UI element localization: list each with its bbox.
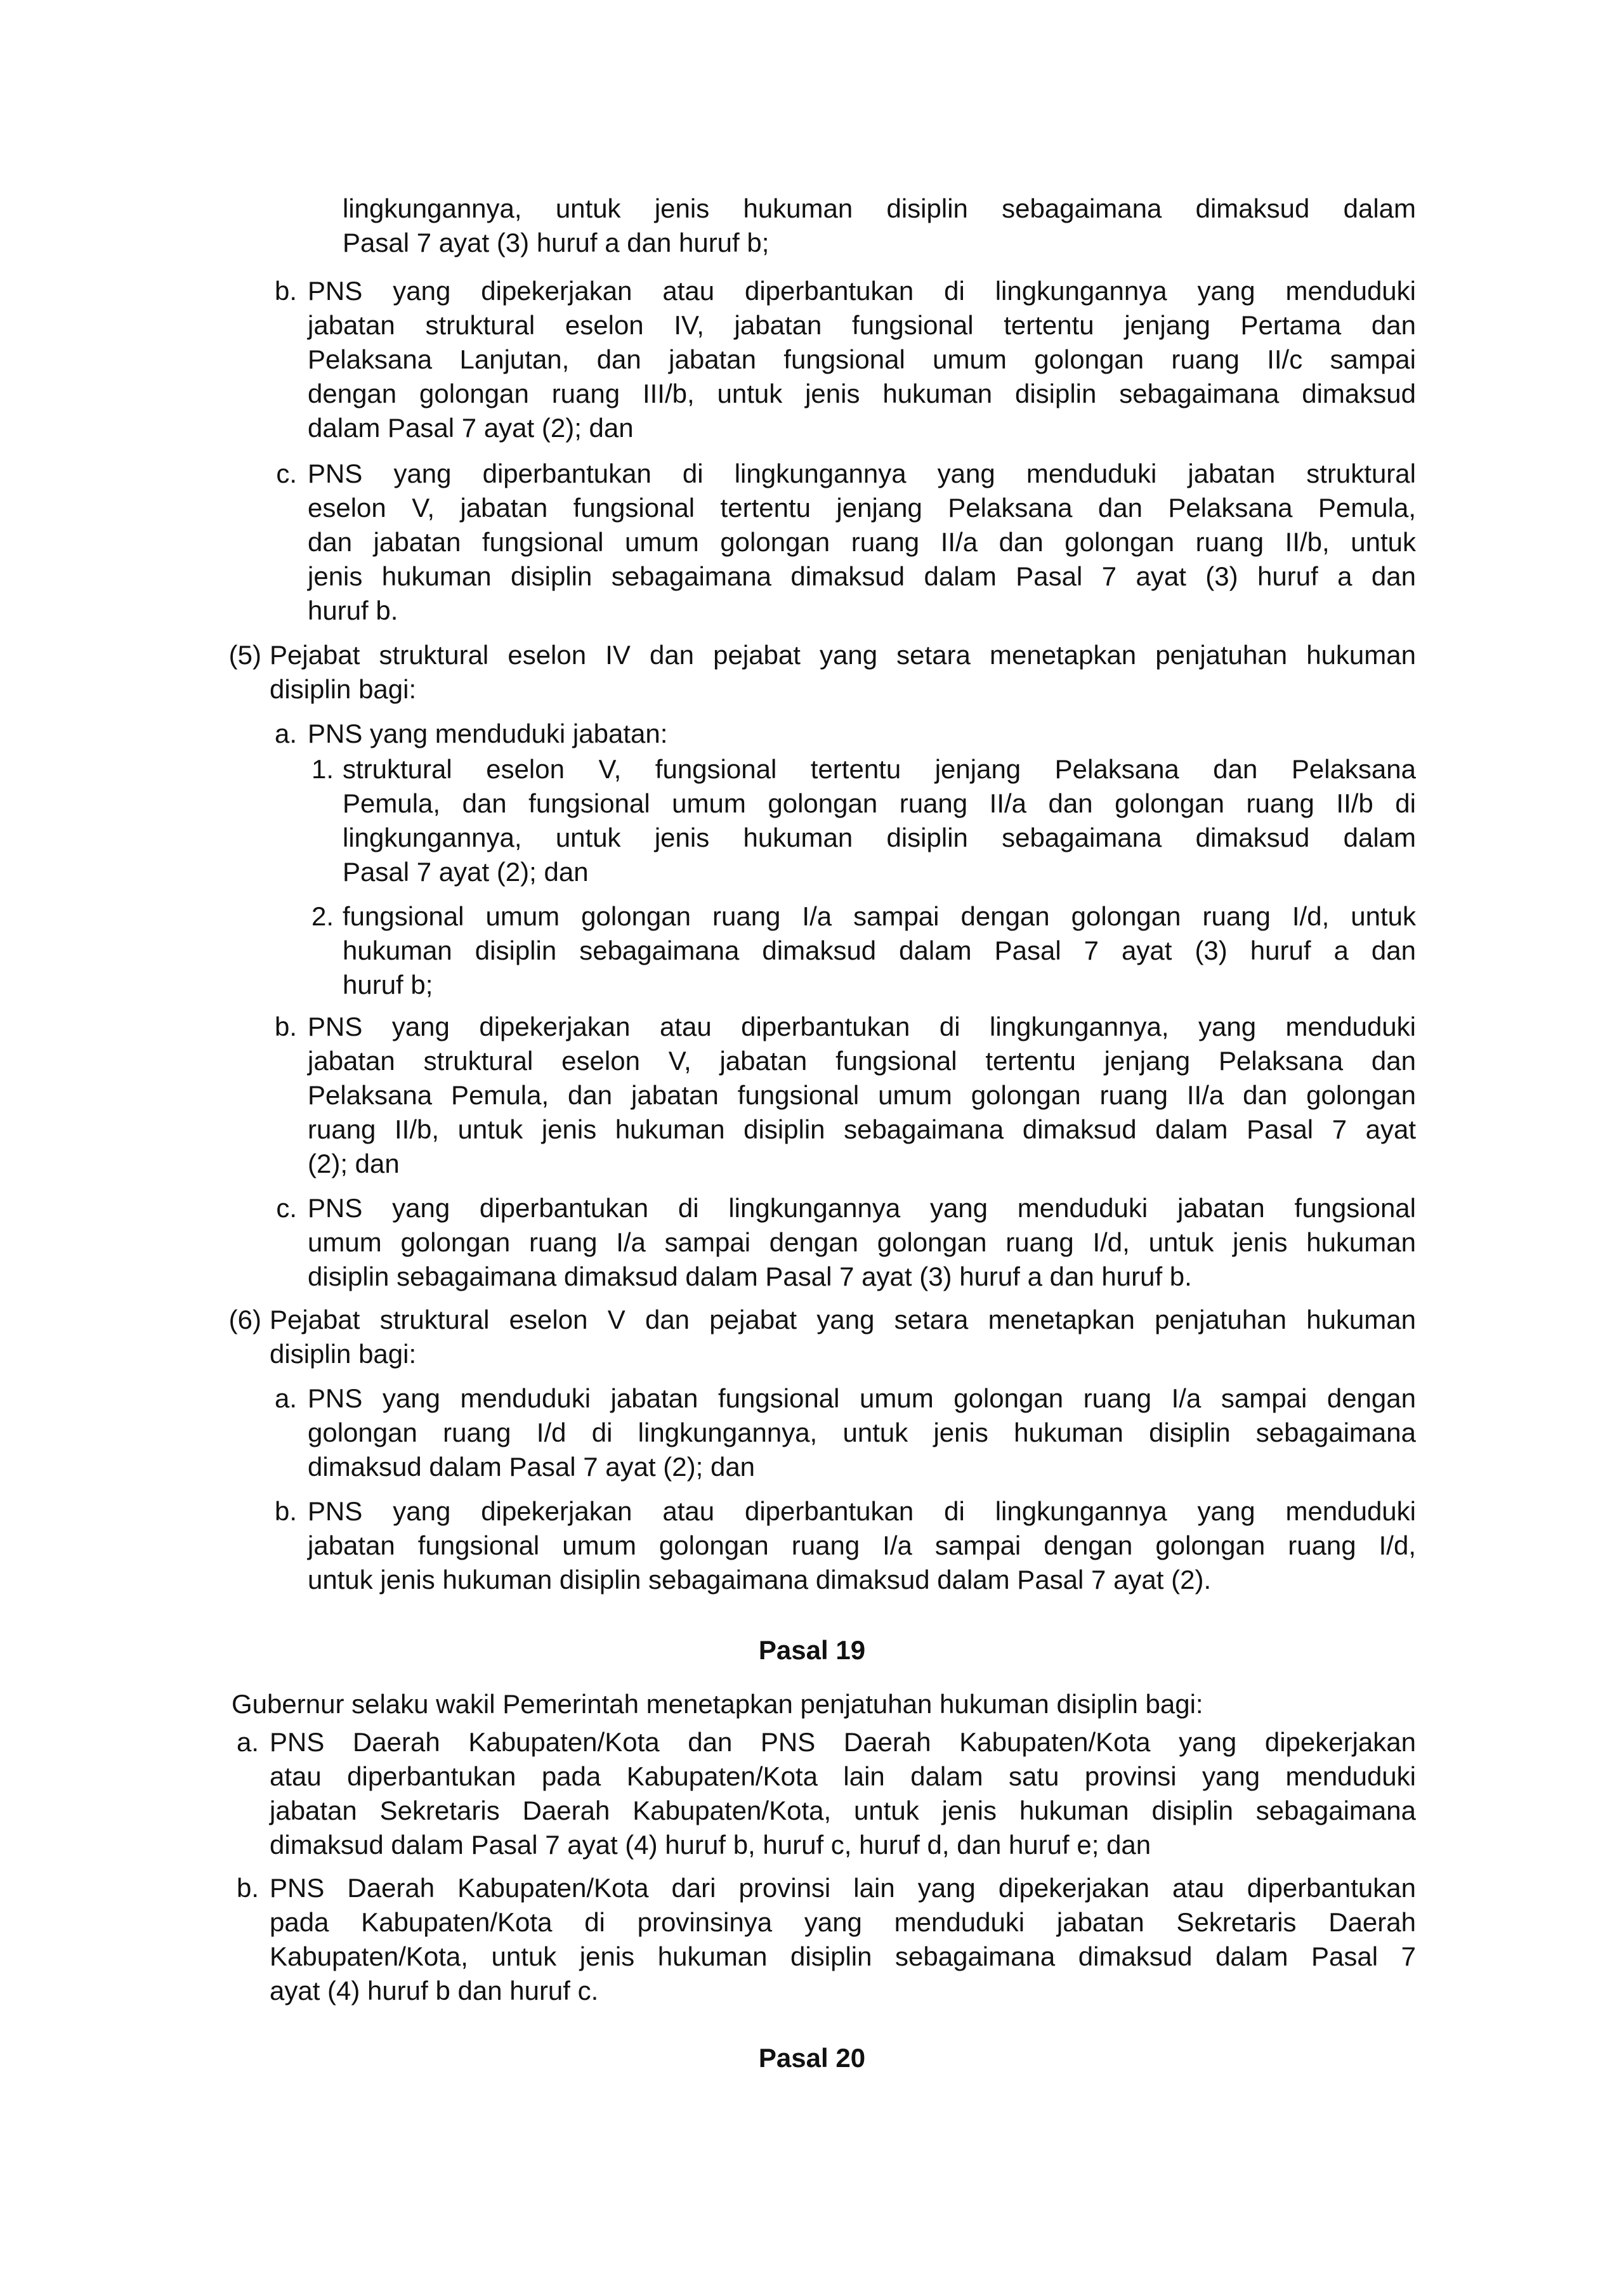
- text-line: huruf b;: [343, 970, 433, 1000]
- item-label: b.: [274, 1496, 297, 1526]
- item-text: [308, 1381, 1416, 1484]
- item-label: c.: [276, 1193, 297, 1223]
- text-line: atau diperbantukan pada Kabupaten/Kota lain dalam satu provinsi yang menduduki: [270, 1761, 1416, 1791]
- text-line: umum golongan ruang I/a sampai dengan golongan ruang I/d, untuk jenis hukuman: [308, 1227, 1416, 1257]
- item-label: b.: [236, 1873, 259, 1903]
- item-text: [270, 638, 1416, 707]
- text-line: dan jabatan fungsional umum golongan ruang II/a dan golongan ruang II/b, untuk: [308, 527, 1416, 557]
- item-label: b.: [274, 276, 297, 306]
- text-line: Pelaksana Lanjutan, dan jabatan fungsional umum golongan ruang II/c sampai: [308, 344, 1416, 374]
- item-label: b.: [274, 1012, 297, 1041]
- text-line: dengan golongan ruang III/b, untuk jenis hukuman disiplin sebagaimana dimaksud: [308, 379, 1416, 408]
- text-line: untuk jenis hukuman disiplin sebagaimana dimaksud dalam Pasal 7 ayat (2).: [308, 1565, 1212, 1595]
- text-line: disiplin bagi:: [270, 674, 417, 704]
- continuation-paragraph: [343, 192, 1416, 260]
- text-line: jabatan struktural eselon V, jabatan fungsional tertentu jenjang Pelaksana dan: [308, 1046, 1416, 1076]
- item-text: [308, 457, 1416, 628]
- item-text: [343, 752, 1416, 889]
- text-line: jabatan fungsional umum golongan ruang I/a sampai dengan golongan ruang I/d,: [308, 1530, 1416, 1560]
- text-line: jabatan Sekretaris Daerah Kabupaten/Kota, untuk jenis hukuman disiplin sebagaimana: [270, 1796, 1416, 1825]
- text-line: PNS yang diperbantukan di lingkungannya yang menduduki jabatan struktural: [308, 459, 1416, 488]
- text-line: disiplin bagi:: [270, 1339, 417, 1369]
- text-line: lingkungannya, untuk jenis hukuman disiplin sebagaimana dimaksud dalam: [343, 193, 1416, 223]
- text-line: PNS yang menduduki jabatan fungsional umum golongan ruang I/a sampai dengan: [308, 1383, 1416, 1413]
- item-label: (5): [228, 640, 261, 670]
- item-label: a.: [236, 1727, 259, 1757]
- item-label: a.: [274, 1383, 297, 1413]
- text-line: huruf b.: [308, 596, 398, 625]
- text-line: Pasal 7 ayat (2); dan: [343, 857, 589, 887]
- text-line: PNS yang dipekerjakan atau diperbantukan di lingkungannya yang menduduki: [308, 276, 1416, 306]
- section-heading-pasal-19: Pasal 19: [758, 1635, 866, 1665]
- item-text: [270, 1303, 1416, 1371]
- item-text: [308, 1494, 1416, 1597]
- item-text: [308, 717, 1416, 751]
- text-line: Kabupaten/Kota, untuk jenis hukuman disiplin sebagaimana dimaksud dalam Pasal 7: [270, 1941, 1416, 1971]
- text-line: Pemula, dan fungsional umum golongan ruang II/a dan golongan ruang II/b di: [343, 788, 1416, 818]
- item-text: [308, 274, 1416, 445]
- text-line: Pelaksana Pemula, dan jabatan fungsional umum golongan ruang II/a dan golongan: [308, 1080, 1416, 1110]
- text-line: struktural eselon V, fungsional tertentu jenjang Pelaksana dan Pelaksana: [343, 754, 1416, 784]
- item-label: 1.: [311, 754, 334, 784]
- text-line: Pejabat struktural eselon IV dan pejabat yang setara menetapkan penjatuhan hukuman: [270, 640, 1416, 670]
- item-label: 2.: [311, 901, 334, 931]
- item-text: [343, 899, 1416, 1002]
- item-label: c.: [276, 459, 297, 488]
- text-line: jabatan struktural eselon IV, jabatan fungsional tertentu jenjang Pertama dan: [308, 310, 1416, 340]
- text-line: Pasal 7 ayat (3) huruf a dan huruf b;: [343, 228, 769, 258]
- item-label: a.: [274, 719, 297, 748]
- item-text: [308, 1191, 1416, 1294]
- text-line: pada Kabupaten/Kota di provinsinya yang menduduki jabatan Sekretaris Daerah: [270, 1907, 1416, 1937]
- text-line: fungsional umum golongan ruang I/a sampai dengan golongan ruang I/d, untuk: [343, 901, 1416, 931]
- text-line: PNS yang dipekerjakan atau diperbantukan di lingkungannya yang menduduki: [308, 1496, 1416, 1526]
- text-line: ayat (4) huruf b dan huruf c.: [270, 1976, 599, 2006]
- text-line: jenis hukuman disiplin sebagaimana dimaksud dalam Pasal 7 ayat (3) huruf a dan: [308, 561, 1416, 591]
- item-label: (6): [228, 1305, 261, 1334]
- text-line: PNS yang dipekerjakan atau diperbantukan di lingkungannya, yang menduduki: [308, 1012, 1416, 1041]
- text-line: PNS Daerah Kabupaten/Kota dari provinsi lain yang dipekerjakan atau diperbantukan: [270, 1873, 1416, 1903]
- text-line: dimaksud dalam Pasal 7 ayat (4) huruf b, huruf c, huruf d, dan huruf e; dan: [270, 1830, 1151, 1860]
- text-line: dimaksud dalam Pasal 7 ayat (2); dan: [308, 1452, 756, 1482]
- text-line: Pejabat struktural eselon V dan pejabat yang setara menetapkan penjatuhan hukuman: [270, 1305, 1416, 1334]
- text-line: dalam Pasal 7 ayat (2); dan: [308, 413, 634, 443]
- section-heading-pasal-20: Pasal 20: [758, 2043, 866, 2073]
- text-line: (2); dan: [308, 1149, 400, 1178]
- text-line: hukuman disiplin sebagaimana dimaksud dalam Pasal 7 ayat (3) huruf a dan: [343, 936, 1416, 965]
- text-line: PNS yang diperbantukan di lingkungannya yang menduduki jabatan fungsional: [308, 1193, 1416, 1223]
- text-line: eselon V, jabatan fungsional tertentu jenjang Pelaksana dan Pelaksana Pemula,: [308, 493, 1416, 523]
- intro-paragraph: [232, 1687, 1416, 1721]
- item-text: [270, 1871, 1416, 2008]
- text-line: Gubernur selaku wakil Pemerintah menetapkan penjatuhan hukuman disiplin bagi:: [232, 1689, 1203, 1719]
- item-text: [308, 1010, 1416, 1181]
- text-line: disiplin sebagaimana dimaksud dalam Pasal 7 ayat (3) huruf a dan huruf b.: [308, 1262, 1192, 1291]
- item-text: [270, 1725, 1416, 1862]
- text-line: PNS Daerah Kabupaten/Kota dan PNS Daerah Kabupaten/Kota yang dipekerjakan: [270, 1727, 1416, 1757]
- text-line: PNS yang menduduki jabatan:: [308, 719, 668, 748]
- text-line: ruang II/b, untuk jenis hukuman disiplin sebagaimana dimaksud dalam Pasal 7 ayat: [308, 1114, 1416, 1144]
- text-line: lingkungannya, untuk jenis hukuman disiplin sebagaimana dimaksud dalam: [343, 823, 1416, 852]
- text-line: golongan ruang I/d di lingkungannya, untuk jenis hukuman disiplin sebagaimana: [308, 1418, 1416, 1447]
